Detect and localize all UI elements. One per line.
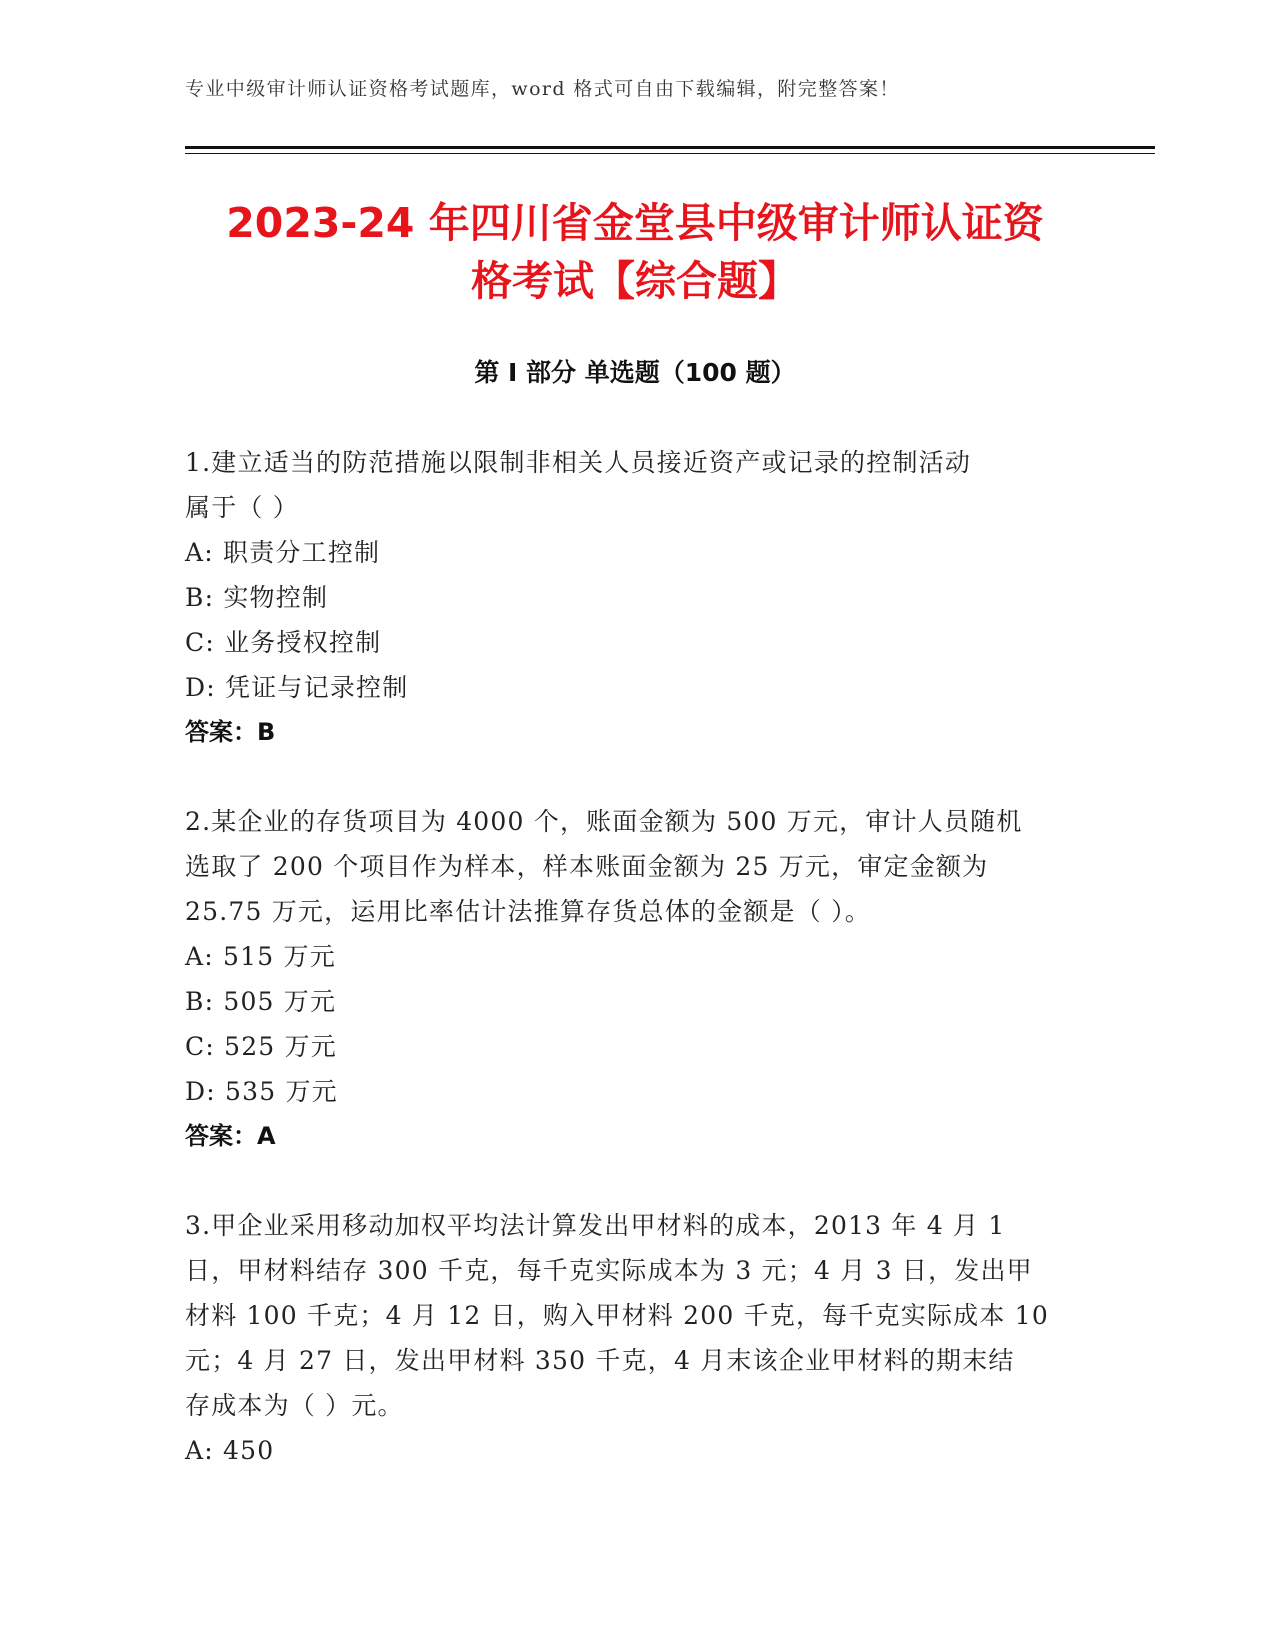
answer: 答案：A: [185, 1122, 276, 1150]
question-stem-line: 日，甲材料结存 300 千克，每千克实际成本为 3 元；4 月 3 日，发出甲: [185, 1256, 1033, 1285]
option-a: A: 450: [185, 1436, 275, 1465]
question-stem-line: 1.建立适当的防范措施以限制非相关人员接近资产或记录的控制活动: [185, 448, 972, 477]
document-title-line-1: 2023-24 年四川省金堂县中级审计师认证资: [226, 199, 1044, 247]
question-stem-line: 25.75 万元，运用比率估计法推算存货总体的金额是（ ）。: [185, 897, 871, 926]
question-list: [185, 440, 1085, 1517]
document-title-line-2: 格考试【综合题】: [471, 257, 799, 305]
question-stem-line: 属于（ ）: [185, 493, 299, 522]
question-stem-line: 元；4 月 27 日，发出甲材料 350 千克，4 月末该企业甲材料的期末结: [185, 1346, 1015, 1375]
question-2: [185, 799, 1085, 1159]
document-title: [185, 194, 1085, 310]
answer: 答案：B: [185, 718, 276, 746]
question-3: [185, 1203, 1085, 1473]
section-title: 第 I 部分 单选题（100 题）: [474, 358, 796, 387]
question-stem-line: 选取了 200 个项目作为样本，样本账面金额为 25 万元，审定金额为: [185, 852, 989, 881]
option-c: C: 525 万元: [185, 1032, 337, 1061]
question-stem-line: 存成本为（ ）元。: [185, 1391, 404, 1420]
question-1: [185, 440, 1085, 755]
option-a: A: 职责分工控制: [185, 538, 381, 567]
header-note: 专业中级审计师认证资格考试题库，word 格式可自由下载编辑，附完整答案！: [185, 78, 900, 100]
header-rule-thin: [185, 153, 1155, 154]
option-d: D: 535 万元: [185, 1077, 338, 1106]
option-b: B: 实物控制: [185, 583, 329, 612]
option-a: A: 515 万元: [185, 942, 336, 971]
question-stem-line: 材料 100 千克；4 月 12 日，购入甲材料 200 千克，每千克实际成本 10: [185, 1301, 1049, 1330]
question-stem-line: 2.某企业的存货项目为 4000 个，账面金额为 500 万元，审计人员随机: [185, 807, 1023, 836]
option-c: C: 业务授权控制: [185, 628, 382, 657]
option-d: D: 凭证与记录控制: [185, 673, 409, 702]
option-b: B: 505 万元: [185, 987, 337, 1016]
header-rule-thick: [185, 146, 1155, 149]
question-stem-line: 3.甲企业采用移动加权平均法计算发出甲材料的成本，2013 年 4 月 1: [185, 1211, 1006, 1240]
